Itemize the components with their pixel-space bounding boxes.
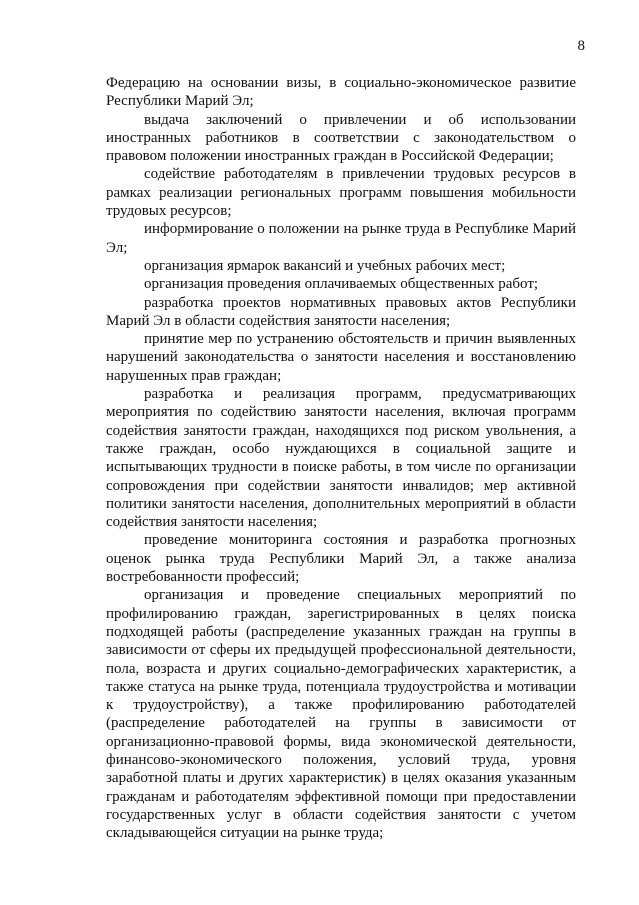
paragraph: организация ярмарок вакансий и учебных рабочих мест;: [144, 257, 506, 274]
paragraph: информирование о положении на рынке труда в Республике Марий Эл;: [106, 221, 576, 256]
paragraph: организация проведения оплачиваемых общественных работ;: [144, 276, 539, 293]
paragraph: принятие мер по устранению обстоятельств и причин выявленных нарушений законодательства о занятости населения и восстановлению нарушенных прав граждан;: [106, 331, 576, 384]
paragraph-continuation: Федерацию на основании визы, в социально-экономическое развитие Республики Марий Эл;: [106, 75, 576, 110]
paragraph: проведение мониторинга состояния и разработка прогнозных оценок рынка труда Республики Марий Эл, а также анализа востребованности профессий;: [106, 532, 576, 586]
paragraph: разработка проектов нормативных правовых актов Республики Марий Эл в области содействия занятости населения;: [106, 294, 576, 329]
paragraph: разработка и реализация программ, предусматривающих мероприятия по содействию занятости населения, включая программ содействия занятости граждан, находящихся под риском увольнения, а также граждан, особо нуждающихся в социальной защите и испытывающих трудности в поиске работы, в том числе по организации сопровождения при содействии занятости инвалидов; мер активной политики занятости населения, дополнительных мероприятий в области содействия занятости населения;: [106, 386, 576, 531]
paragraph: выдача заключений о привлечении и об использовании иностранных работников в соответствии с законодательством о правовом положении иностранных граждан в Российской Федерации;: [106, 111, 576, 165]
document-body: [106, 74, 576, 842]
paragraph: содействие работодателям в привлечении трудовых ресурсов в рамках реализации региональных программ повышения мобильности трудовых ресурсов;: [106, 166, 576, 220]
page-number: 8: [577, 38, 585, 54]
paragraph: организация и проведение специальных мероприятий по профилированию граждан, зарегистрированных в целях поиска подходящей работы (распределение указанных граждан на группы в зависимости от сферы их предыдущей профессиональной деятельности, пола, возраста и других социально-демографических характеристик, а также статуса на рынке труда, потенциала трудоустройства и мотивации к трудоустройству), а также профилированию работодателей (распределение работодателей на группы в зависимости от организационно-правовой формы, вида экономической деятельности, финансово-экономического положения, условий труда, уровня заработной платы и других характеристик) в целях оказания указанным гражданам и работодателям эффективной помощи при предоставлении государственных услуг в области содействия занятости с учетом складывающейся ситуации на рынке труда;: [106, 587, 576, 842]
